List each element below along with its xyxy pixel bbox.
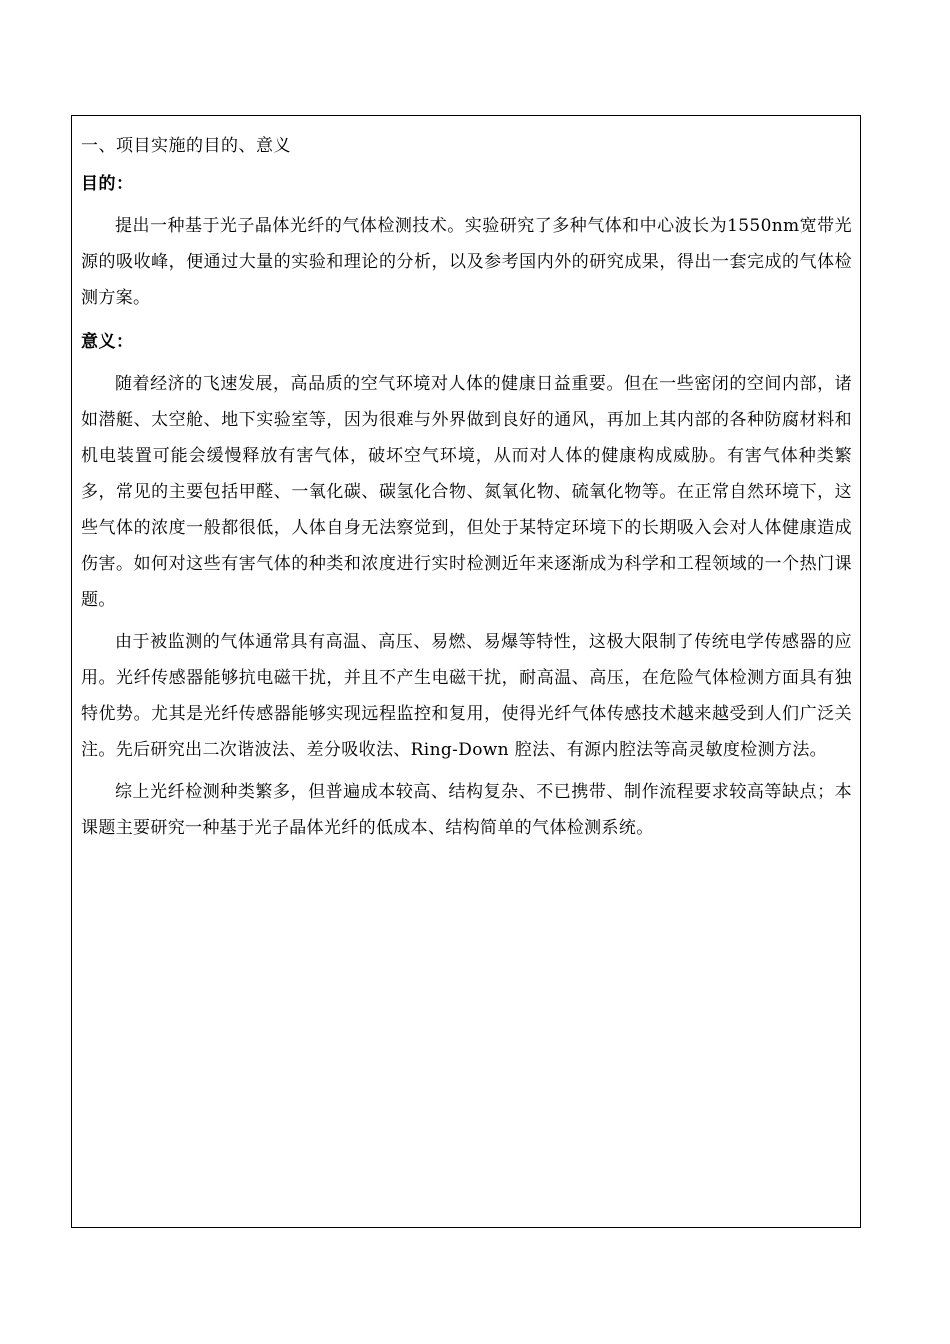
section-title: 一、项目实施的目的、意义 bbox=[81, 136, 291, 156]
significance-paragraph-2: 由于被监测的气体通常具有高温、高压、易燃、易爆等特性，这极大限制了传统电学传感器的应用。光纤传感器能够抗电磁干扰，并且不产生电磁干扰，耐高温、高压，在危险气体检测方面具有独特优势。尤其是光纤传感器能够实现远程监控和复用，使得光纤气体传感技术越来越受到人们广泛关注。先后研究出二次谐波法、差分吸收法、Ring-Down 腔法、有源内腔法等高灵敏度检测方法。 bbox=[81, 632, 852, 760]
cell-content bbox=[81, 128, 852, 846]
purpose-heading: 目的： bbox=[81, 174, 134, 194]
purpose-paragraph: 提出一种基于光子晶体光纤的气体检测技术。实验研究了多种气体和中心波长为1550nm宽带光源的吸收峰，便通过大量的实验和理论的分析，以及参考国内外的研究成果，得出一套完成的气体检测方案。 bbox=[81, 216, 852, 308]
significance-paragraph-3: 综上光纤检测种类繁多，但普遍成本较高、结构复杂、不已携带、制作流程要求较高等缺点；本课题主要研究一种基于光子晶体光纤的低成本、结构简单的气体检测系统。 bbox=[81, 782, 852, 838]
significance-heading: 意义： bbox=[81, 332, 134, 352]
significance-paragraph-1: 随着经济的飞速发展，高品质的空气环境对人体的健康日益重要。但在一些密闭的空间内部，诸如潜艇、太空舱、地下实验室等，因为很难与外界做到良好的通风，再加上其内部的各种防腐材料和机电装置可能会缓慢释放有害气体，破坏空气环境，从而对人体的健康构成威胁。有害气体种类繁多，常见的主要包括甲醛、一氧化碳、碳氢化合物、氮氧化物、硫氧化物等。在正常自然环境下，这些气体的浓度一般都很低，人体自身无法察觉到，但处于某特定环境下的长期吸入会对人体健康造成伤害。如何对这些有害气体的种类和浓度进行实时检测近年来逐渐成为科学和工程领域的一个热门课题。 bbox=[81, 374, 852, 610]
form-table-cell bbox=[71, 115, 861, 1228]
